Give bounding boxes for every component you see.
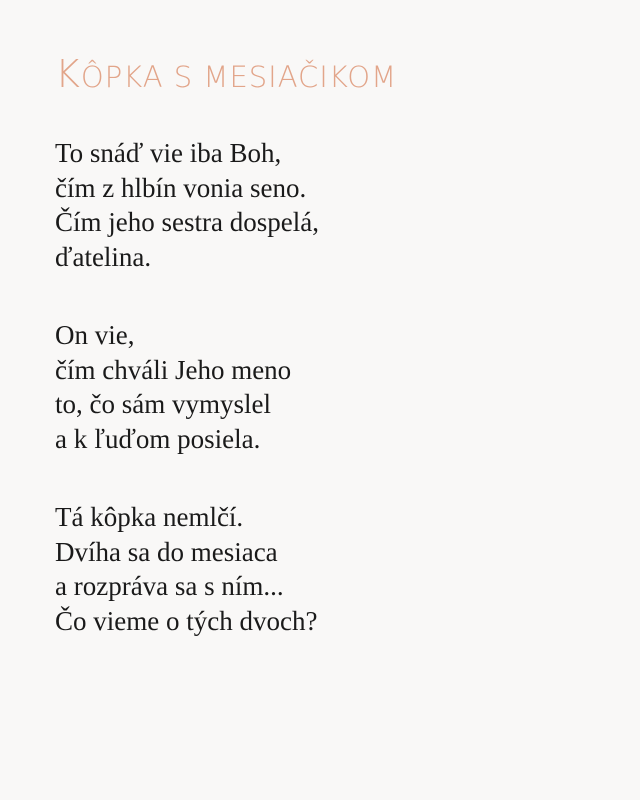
poem-line: ďatelina. [55, 241, 152, 272]
poem-line: to, čo sám vymyslel [55, 389, 271, 419]
poem-title-rest: ÔPKA S MESIAČIKOM [80, 60, 398, 94]
stanza-2 [55, 318, 595, 456]
poem-line: To snáď vie iba Boh, [55, 138, 282, 168]
stanza-3 [55, 500, 595, 638]
poem-title [55, 50, 397, 101]
poem-title-initial: K [55, 52, 81, 96]
poem-line: a k ľuďom posiela. [55, 423, 261, 454]
poem-line: On vie, [55, 320, 135, 350]
poem-line: a rozpráva sa s ním... [55, 571, 284, 601]
poem-line: Dvíha sa do mesiaca [55, 536, 278, 567]
poem-line: Čo vieme o tých dvoch? [55, 605, 318, 636]
poem-body [55, 136, 595, 682]
poem-line: čím chváli Jeho meno [55, 354, 292, 385]
poem-line: Tá kôpka nemlčí. [55, 502, 244, 532]
poem-line: čím z hlbín vonia seno. [55, 172, 307, 203]
stanza-1 [55, 136, 595, 274]
poem-line: Čím jeho sestra dospelá, [55, 207, 319, 237]
